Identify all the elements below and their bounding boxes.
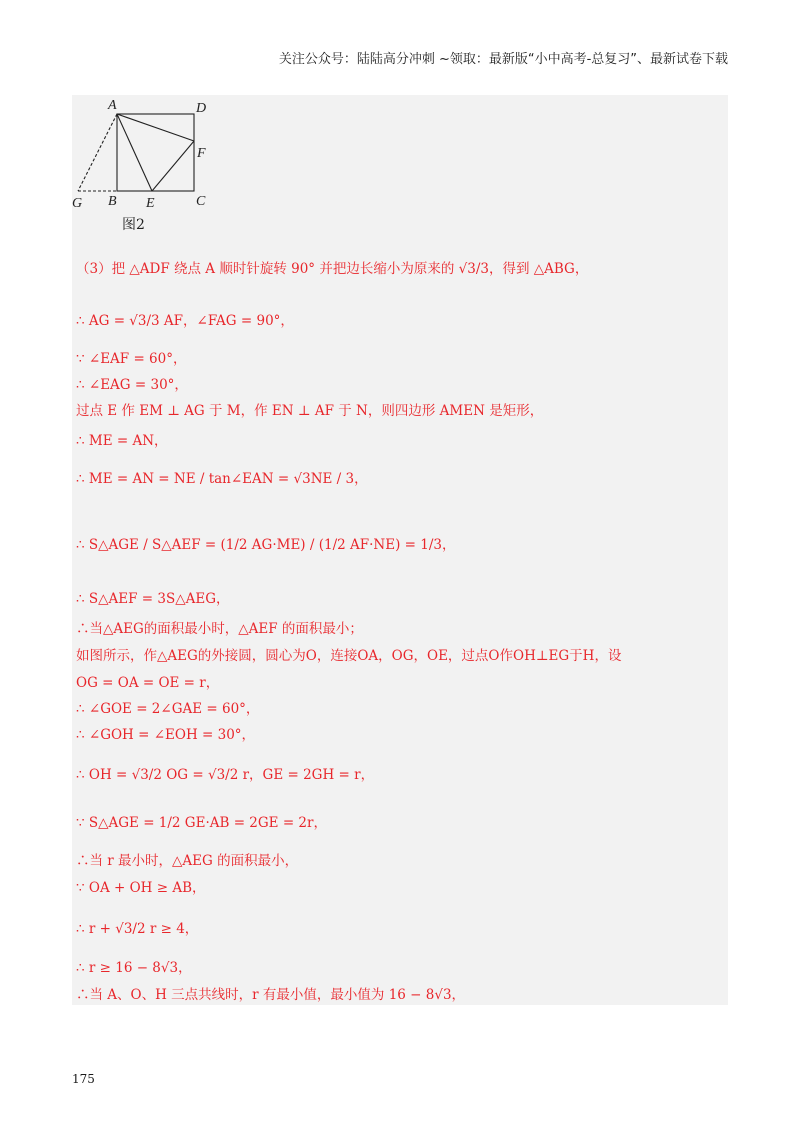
solution-line-1: （3）把 △ADF 绕点 A 顺时针旋转 90° 并把边长缩小为原来的 √3/3，得到 △ABG， [76, 261, 589, 277]
solution-line-15: ∴ OH = √3/2 OG = √3/2 r，GE = 2GH = r， [76, 767, 375, 783]
solution-line-17: ∴当 r 最小时，△AEG 的面积最小， [76, 853, 299, 869]
label-g: G [72, 196, 83, 211]
label-c: C [196, 194, 206, 209]
label-a: A [108, 98, 117, 113]
solution-line-16: ∵ S△AGE = 1/2 GE·AB = 2GE = 2r， [76, 815, 327, 831]
solution-line-10: ∴当△AEG的面积最小时，△AEF 的面积最小； [76, 621, 363, 637]
solution-line-5: 过点 E 作 EM ⊥ AG 于 M，作 EN ⊥ AF 于 N，则四边形 AMEN 是矩形， [76, 403, 544, 419]
solution-line-13: ∴ ∠GOE = 2∠GAE = 60°， [76, 701, 260, 717]
solution-line-3: ∵ ∠EAF = 60°， [76, 351, 187, 367]
solution-line-6: ∴ ME = AN， [76, 433, 168, 449]
solution-line-20: ∴ r ≥ 16 − 8√3， [76, 960, 192, 976]
page-header: 关注公众号：陆陆高分冲刺 ~领取：最新版“小中高考-总复习”、最新试卷下载 [278, 52, 728, 67]
square-abcd [117, 114, 194, 191]
solution-line-7: ∴ ME = AN = NE / tan∠EAN = √3NE / 3， [76, 471, 368, 487]
solution-line-14: ∴ ∠GOH = ∠EOH = 30°， [76, 727, 256, 743]
label-e: E [146, 196, 155, 211]
segment-ae [117, 114, 152, 191]
label-b: B [108, 194, 117, 209]
page-number: 175 [72, 1072, 95, 1086]
solution-panel [72, 95, 728, 1005]
solution-line-21: ∴当 A、O、H 三点共线时，r 有最小值，最小值为 16 − 8√3， [76, 987, 466, 1003]
solution-line-11: 如图所示，作△AEG的外接圆，圆心为O，连接OA，OG，OE，过点O作OH⊥EG于H，设 [76, 648, 622, 664]
segment-af [117, 114, 194, 141]
segment-ag-dashed [78, 114, 117, 191]
solution-line-19: ∴ r + √3/2 r ≥ 4， [76, 921, 199, 937]
solution-line-18: ∵ OA + OH ≥ AB， [76, 880, 206, 896]
solution-line-8: ∴ S△AGE / S△AEF = (1/2 AG·ME) / (1/2 AF·NE) = 1/3， [76, 537, 456, 553]
solution-line-4: ∴ ∠EAG = 30°， [76, 377, 188, 393]
geometry-figure [72, 95, 252, 245]
label-d: D [196, 101, 207, 116]
solution-line-12: OG = OA = OE = r， [76, 675, 220, 691]
solution-line-2: ∴ AG = √3/3 AF，∠FAG = 90°， [76, 313, 294, 329]
segment-ef [152, 141, 194, 191]
figure-caption: 图2 [122, 217, 145, 233]
label-f: F [197, 146, 206, 161]
solution-line-9: ∴ S△AEF = 3S△AEG， [76, 591, 230, 607]
